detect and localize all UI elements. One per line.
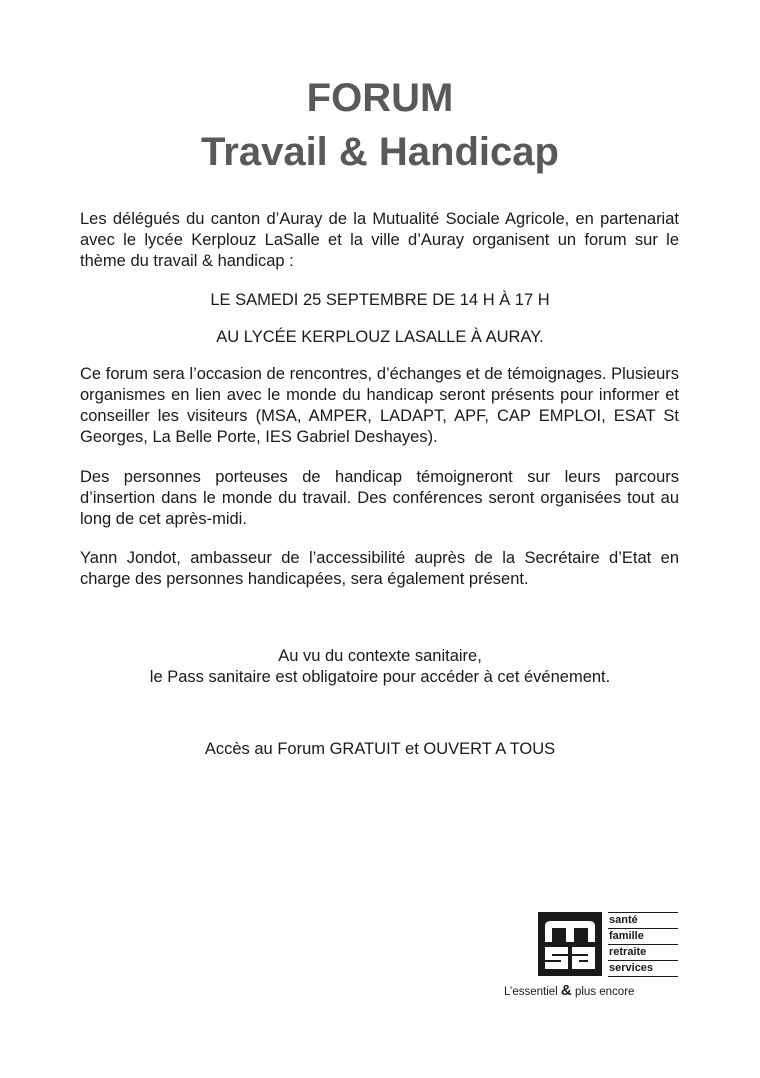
logo-word-famille: famille — [608, 928, 678, 944]
msa-tagline — [504, 983, 650, 1000]
sanitary-line-1: Au vu du contexte sanitaire, — [278, 647, 482, 665]
msa-logo-words — [608, 912, 678, 977]
tagline-after: plus encore — [574, 986, 635, 998]
msa-letters-icon — [538, 912, 602, 976]
organizations-paragraph: Ce forum sera l’occasion de rencontres, d’échanges et de témoignages. Plusieurs organismes en lien avec le monde du handicap seront présents pour informer et conseiller les visiteurs (MSA, AMPER, LADAPT, APF, CAP EMPLOI, ESAT St Georges, La Belle Porte, IES Gabriel Deshayes). — [80, 365, 679, 446]
tagline-before: L’essentiel — [504, 986, 558, 998]
msa-logo — [538, 912, 688, 978]
logo-word-sante: santé — [608, 912, 678, 928]
tagline-ampersand: & — [560, 982, 572, 999]
event-place: AU LYCÉE KERPLOUZ LASALLE À AURAY. — [216, 328, 544, 346]
sanitary-notice — [0, 646, 760, 688]
msa-logo-mark — [538, 912, 602, 976]
access-notice: Accès au Forum GRATUIT et OUVERT A TOUS — [204, 740, 556, 758]
title-subtitle: Travail & Handicap — [201, 130, 559, 174]
logo-word-retraite: retraite — [608, 944, 678, 960]
sanitary-line-2: le Pass sanitaire est obligatoire pour accéder à cet événement. — [149, 668, 611, 686]
event-date: LE SAMEDI 25 SEPTEMBRE DE 14 H À 17 H — [210, 291, 550, 309]
intro-paragraph: Les délégués du canton d’Auray de la Mutualité Sociale Agricole, en partenariat avec le lycée Kerplouz LaSalle et la ville d’Auray organisent un forum sur le thème du travail & handicap : — [80, 210, 679, 270]
title-forum: FORUM — [306, 76, 454, 120]
testimonies-paragraph: Des personnes porteuses de handicap témoigneront sur leurs parcours d’insertion dans le monde du travail. Des conférences seront organisées tout au long de cet après-midi. — [80, 468, 679, 528]
logo-word-services: services — [608, 960, 678, 977]
ambassador-paragraph: Yann Jondot, ambasseur de l’accessibilité auprès de la Secrétaire d’Etat en charge des personnes handicapées, sera également présent. — [80, 549, 679, 588]
